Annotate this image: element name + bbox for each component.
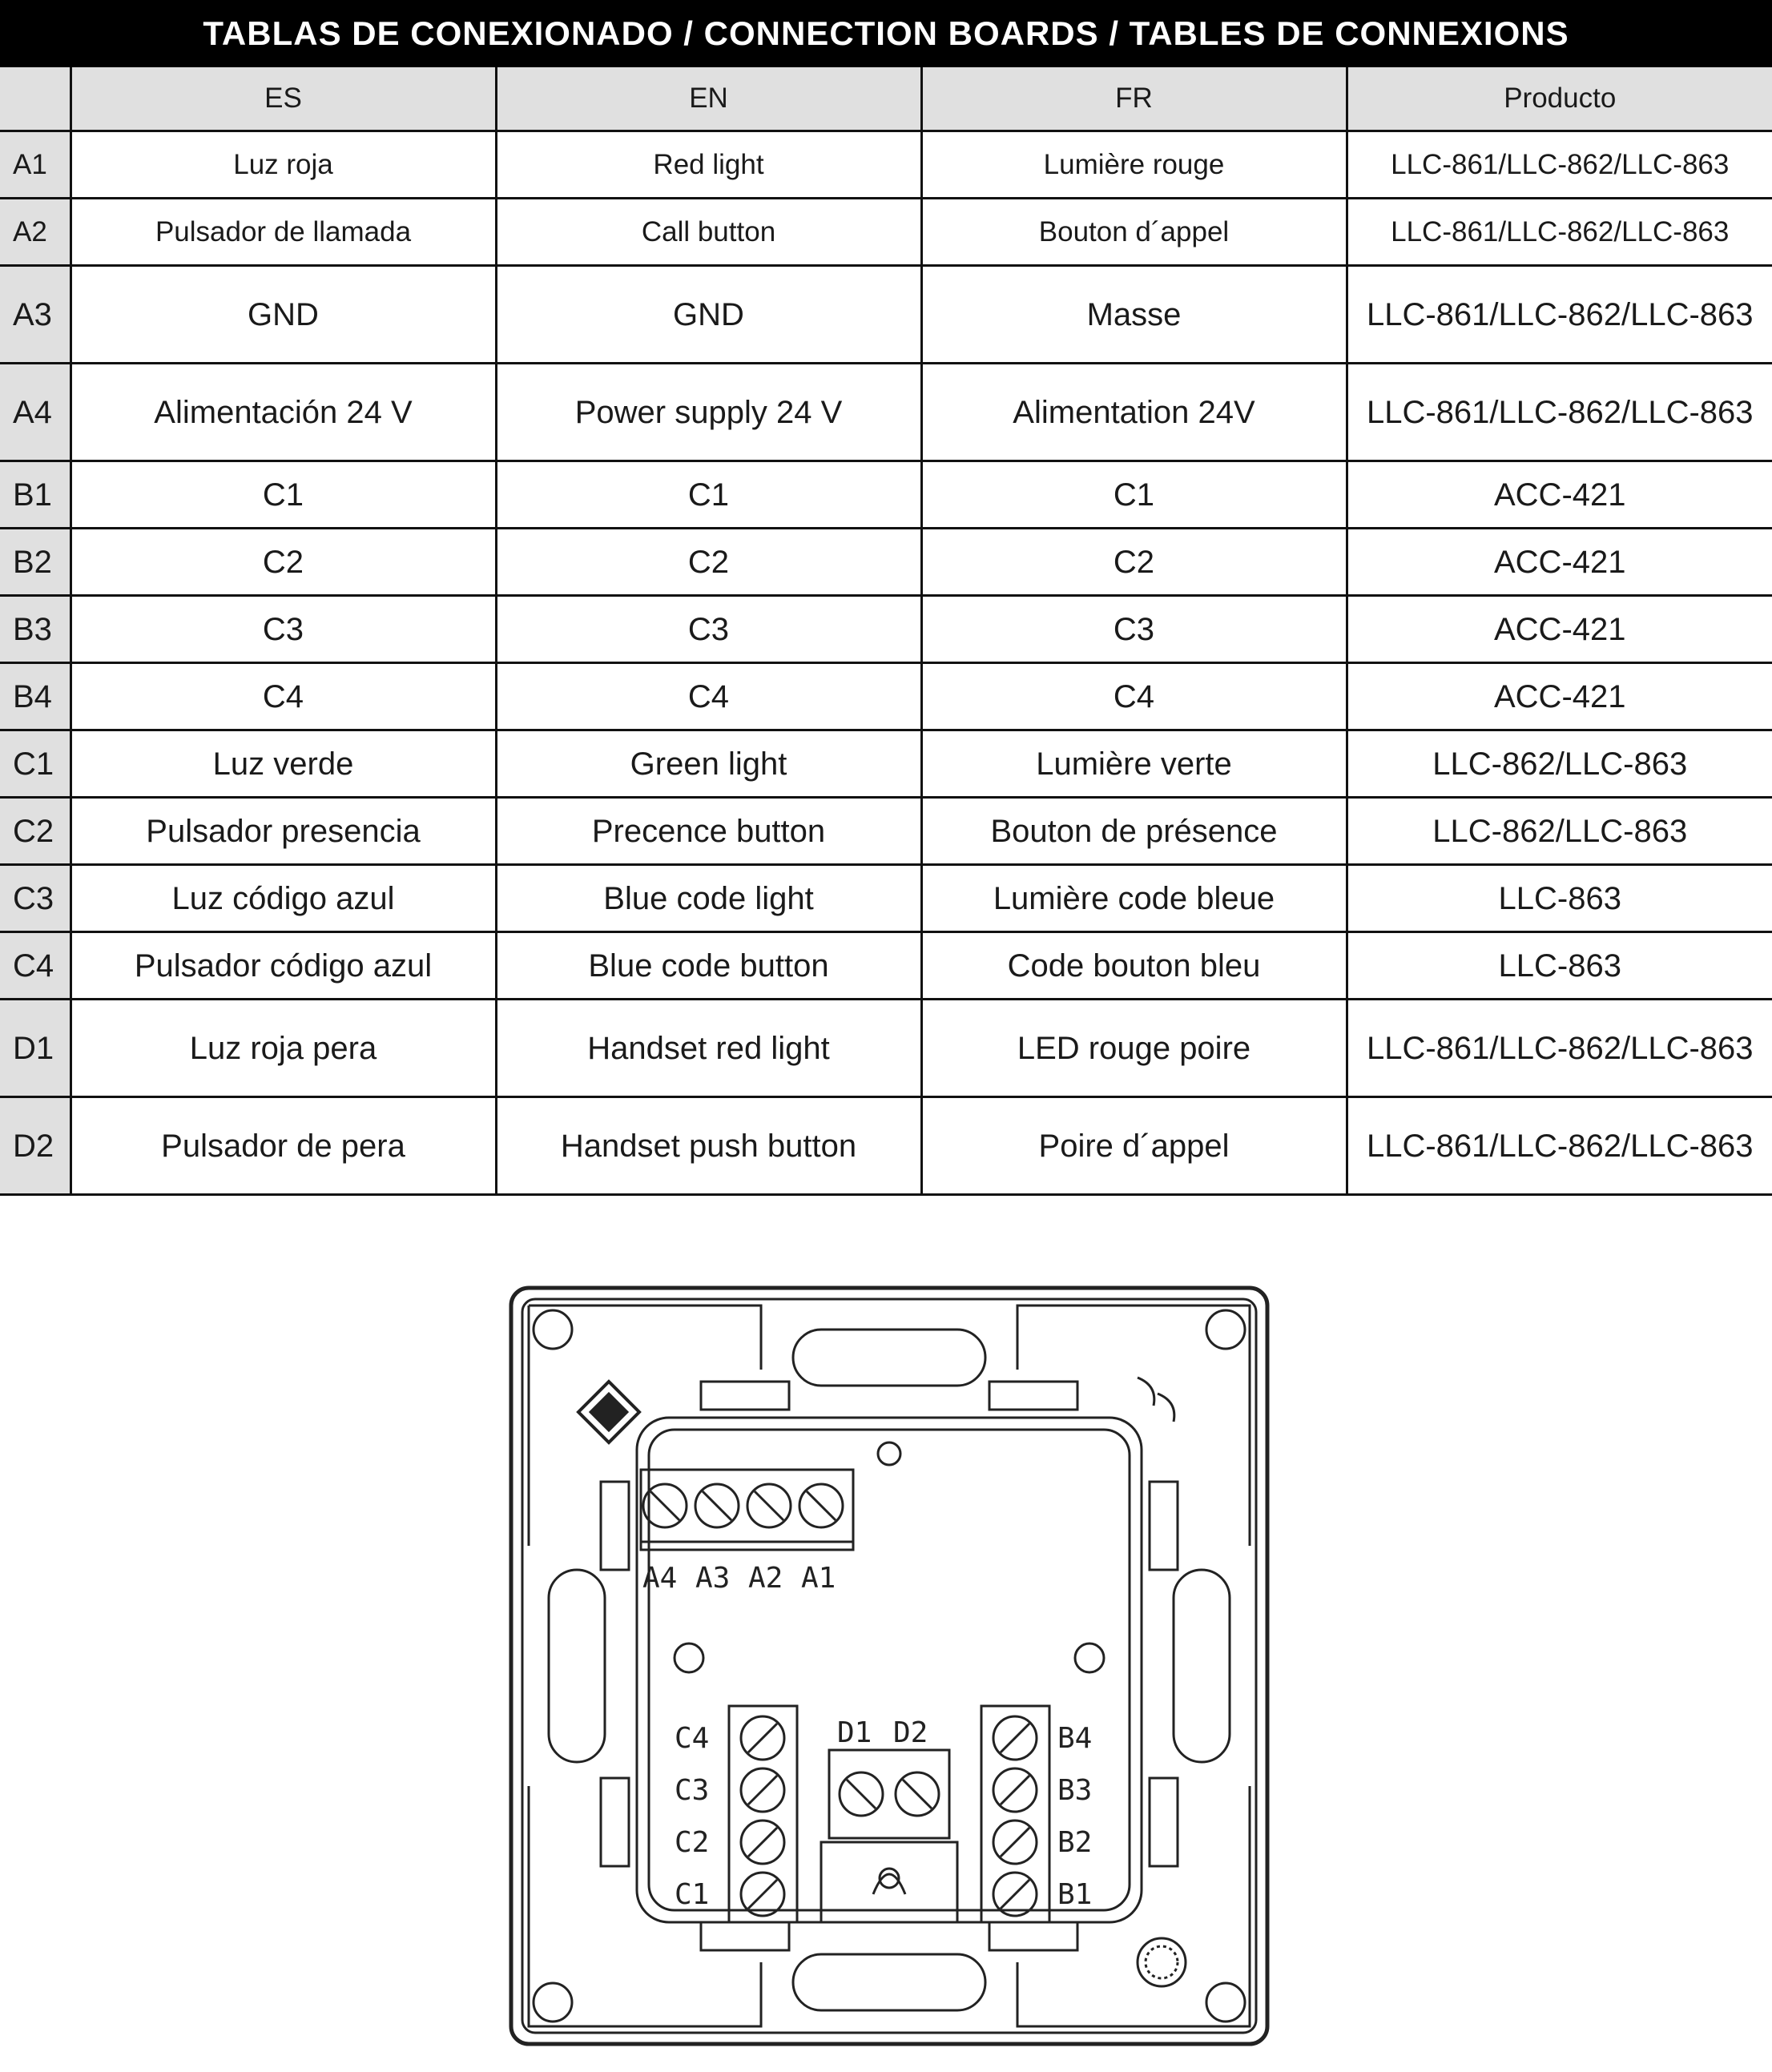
cell-en: Handset red light xyxy=(496,1000,921,1097)
row-code: D2 xyxy=(0,1097,70,1195)
cell-en: C1 xyxy=(496,461,921,529)
row-code: A3 xyxy=(0,266,70,364)
cell-product: LLC-861/LLC-862/LLC-863 xyxy=(1347,1000,1772,1097)
cell-es: Pulsador de pera xyxy=(70,1097,496,1195)
cell-product: ACC-421 xyxy=(1347,529,1772,596)
table-row xyxy=(0,364,1772,461)
cell-product: LLC-861/LLC-862/LLC-863 xyxy=(1347,131,1772,199)
cell-es: Luz roja pera xyxy=(70,1000,496,1097)
row-code: C3 xyxy=(0,865,70,932)
table-header-row xyxy=(0,67,1772,131)
clip xyxy=(701,1922,789,1950)
mounting-hole-icon xyxy=(534,1983,572,2022)
cell-product: LLC-861/LLC-862/LLC-863 xyxy=(1347,266,1772,364)
page-title: TABLAS DE CONEXIONADO / CONNECTION BOARDS / TABLES DE CONNEXIONS xyxy=(0,0,1772,67)
cell-product: ACC-421 xyxy=(1347,596,1772,663)
table-row xyxy=(0,529,1772,596)
clip xyxy=(989,1922,1077,1950)
cell-fr: Lumière verte xyxy=(921,730,1347,798)
header-code xyxy=(0,67,70,131)
row-code: D1 xyxy=(0,1000,70,1097)
terminal-label-b3: B3 xyxy=(1057,1774,1093,1807)
table-row xyxy=(0,266,1772,364)
terminal-block-d xyxy=(821,1750,957,1922)
cell-fr: C4 xyxy=(921,663,1347,730)
cell-es: Luz roja xyxy=(70,131,496,199)
cell-en: GND xyxy=(496,266,921,364)
cell-product: LLC-863 xyxy=(1347,865,1772,932)
cell-es: C4 xyxy=(70,663,496,730)
cell-en: Handset push button xyxy=(496,1097,921,1195)
cell-en: Power supply 24 V xyxy=(496,364,921,461)
header-fr: FR xyxy=(921,67,1347,131)
cell-product: LLC-862/LLC-863 xyxy=(1347,730,1772,798)
mounting-hole-icon xyxy=(1206,1983,1245,2022)
cell-fr: Lumière rouge xyxy=(921,131,1347,199)
terminal-label-a3: A3 xyxy=(695,1562,731,1595)
cell-fr: LED rouge poire xyxy=(921,1000,1347,1097)
terminal-block-a xyxy=(641,1470,853,1550)
clip xyxy=(601,1482,629,1570)
terminal-label-a1: A1 xyxy=(801,1562,836,1595)
terminal-block-b xyxy=(981,1706,1049,1922)
cell-es: Pulsador código azul xyxy=(70,932,496,1000)
terminal-label-c2: C2 xyxy=(675,1826,710,1859)
terminal-block-c xyxy=(729,1706,797,1922)
row-code: C4 xyxy=(0,932,70,1000)
cell-en: Green light xyxy=(496,730,921,798)
cell-en: Blue code light xyxy=(496,865,921,932)
cell-en: C4 xyxy=(496,663,921,730)
cell-product: ACC-421 xyxy=(1347,663,1772,730)
connection-board-diagram xyxy=(505,1281,1274,2050)
row-code: A4 xyxy=(0,364,70,461)
cell-en: C2 xyxy=(496,529,921,596)
cell-fr: C3 xyxy=(921,596,1347,663)
cell-es: Luz verde xyxy=(70,730,496,798)
table-row xyxy=(0,730,1772,798)
table-row xyxy=(0,663,1772,730)
cell-product: LLC-862/LLC-863 xyxy=(1347,798,1772,865)
cell-en: Red light xyxy=(496,131,921,199)
cell-fr: Lumière code bleue xyxy=(921,865,1347,932)
cell-fr: Bouton de présence xyxy=(921,798,1347,865)
cell-es: Pulsador de llamada xyxy=(70,199,496,266)
cell-product: LLC-863 xyxy=(1347,932,1772,1000)
row-code: B1 xyxy=(0,461,70,529)
connection-table xyxy=(0,67,1772,1196)
terminal-label-b4: B4 xyxy=(1057,1722,1093,1755)
cell-en: Precence button xyxy=(496,798,921,865)
cell-fr: C1 xyxy=(921,461,1347,529)
cell-en: C3 xyxy=(496,596,921,663)
cell-product: LLC-861/LLC-862/LLC-863 xyxy=(1347,199,1772,266)
row-code: A1 xyxy=(0,131,70,199)
cell-fr: Alimentation 24V xyxy=(921,364,1347,461)
row-code: B3 xyxy=(0,596,70,663)
cell-product: LLC-861/LLC-862/LLC-863 xyxy=(1347,1097,1772,1195)
clip xyxy=(701,1382,789,1410)
cell-en: Blue code button xyxy=(496,932,921,1000)
cell-fr: C2 xyxy=(921,529,1347,596)
orientation-mark-icon xyxy=(1138,1378,1174,1422)
terminal-label-b1: B1 xyxy=(1057,1878,1093,1911)
table-row xyxy=(0,1097,1772,1195)
date-dial-icon xyxy=(1138,1938,1186,1986)
clip xyxy=(989,1382,1077,1410)
table-row xyxy=(0,798,1772,865)
header-es: ES xyxy=(70,67,496,131)
row-code: A2 xyxy=(0,199,70,266)
left-slot xyxy=(549,1570,605,1762)
cell-product: ACC-421 xyxy=(1347,461,1772,529)
terminal-label-c1: C1 xyxy=(675,1878,710,1911)
brand-logo-icon xyxy=(578,1382,639,1442)
terminal-label-d1: D1 xyxy=(837,1716,872,1749)
header-product: Producto xyxy=(1347,67,1772,131)
terminal-label-c4: C4 xyxy=(675,1722,710,1755)
cell-es: C1 xyxy=(70,461,496,529)
terminal-label-b2: B2 xyxy=(1057,1826,1093,1859)
cell-fr: Bouton d´appel xyxy=(921,199,1347,266)
top-slot xyxy=(793,1330,985,1386)
bottom-slot xyxy=(793,1954,985,2010)
cell-es: Luz código azul xyxy=(70,865,496,932)
table-row xyxy=(0,199,1772,266)
clip xyxy=(601,1778,629,1866)
cell-fr: Poire d´appel xyxy=(921,1097,1347,1195)
mounting-hole-icon xyxy=(1206,1310,1245,1349)
table-row xyxy=(0,865,1772,932)
table-row xyxy=(0,1000,1772,1097)
right-slot xyxy=(1174,1570,1230,1762)
screw-icon xyxy=(675,1644,703,1672)
cell-es: GND xyxy=(70,266,496,364)
screw-icon xyxy=(1075,1644,1104,1672)
cell-es: C2 xyxy=(70,529,496,596)
terminal-label-a2: A2 xyxy=(748,1562,783,1595)
clip xyxy=(1150,1778,1178,1866)
cell-fr: Masse xyxy=(921,266,1347,364)
header-en: EN xyxy=(496,67,921,131)
row-code: B4 xyxy=(0,663,70,730)
table-row xyxy=(0,461,1772,529)
mounting-hole-icon xyxy=(534,1310,572,1349)
row-code: C1 xyxy=(0,730,70,798)
table-row xyxy=(0,596,1772,663)
clip xyxy=(1150,1482,1178,1570)
cell-product: LLC-861/LLC-862/LLC-863 xyxy=(1347,364,1772,461)
cell-es: Pulsador presencia xyxy=(70,798,496,865)
table-row xyxy=(0,932,1772,1000)
terminal-label-a4: A4 xyxy=(642,1562,678,1595)
terminal-label-d2: D2 xyxy=(893,1716,928,1749)
cell-es: C3 xyxy=(70,596,496,663)
row-code: C2 xyxy=(0,798,70,865)
table-row xyxy=(0,131,1772,199)
cell-fr: Code bouton bleu xyxy=(921,932,1347,1000)
screw-icon xyxy=(878,1442,900,1465)
row-code: B2 xyxy=(0,529,70,596)
terminal-label-c3: C3 xyxy=(675,1774,710,1807)
cell-en: Call button xyxy=(496,199,921,266)
cell-es: Alimentación 24 V xyxy=(70,364,496,461)
